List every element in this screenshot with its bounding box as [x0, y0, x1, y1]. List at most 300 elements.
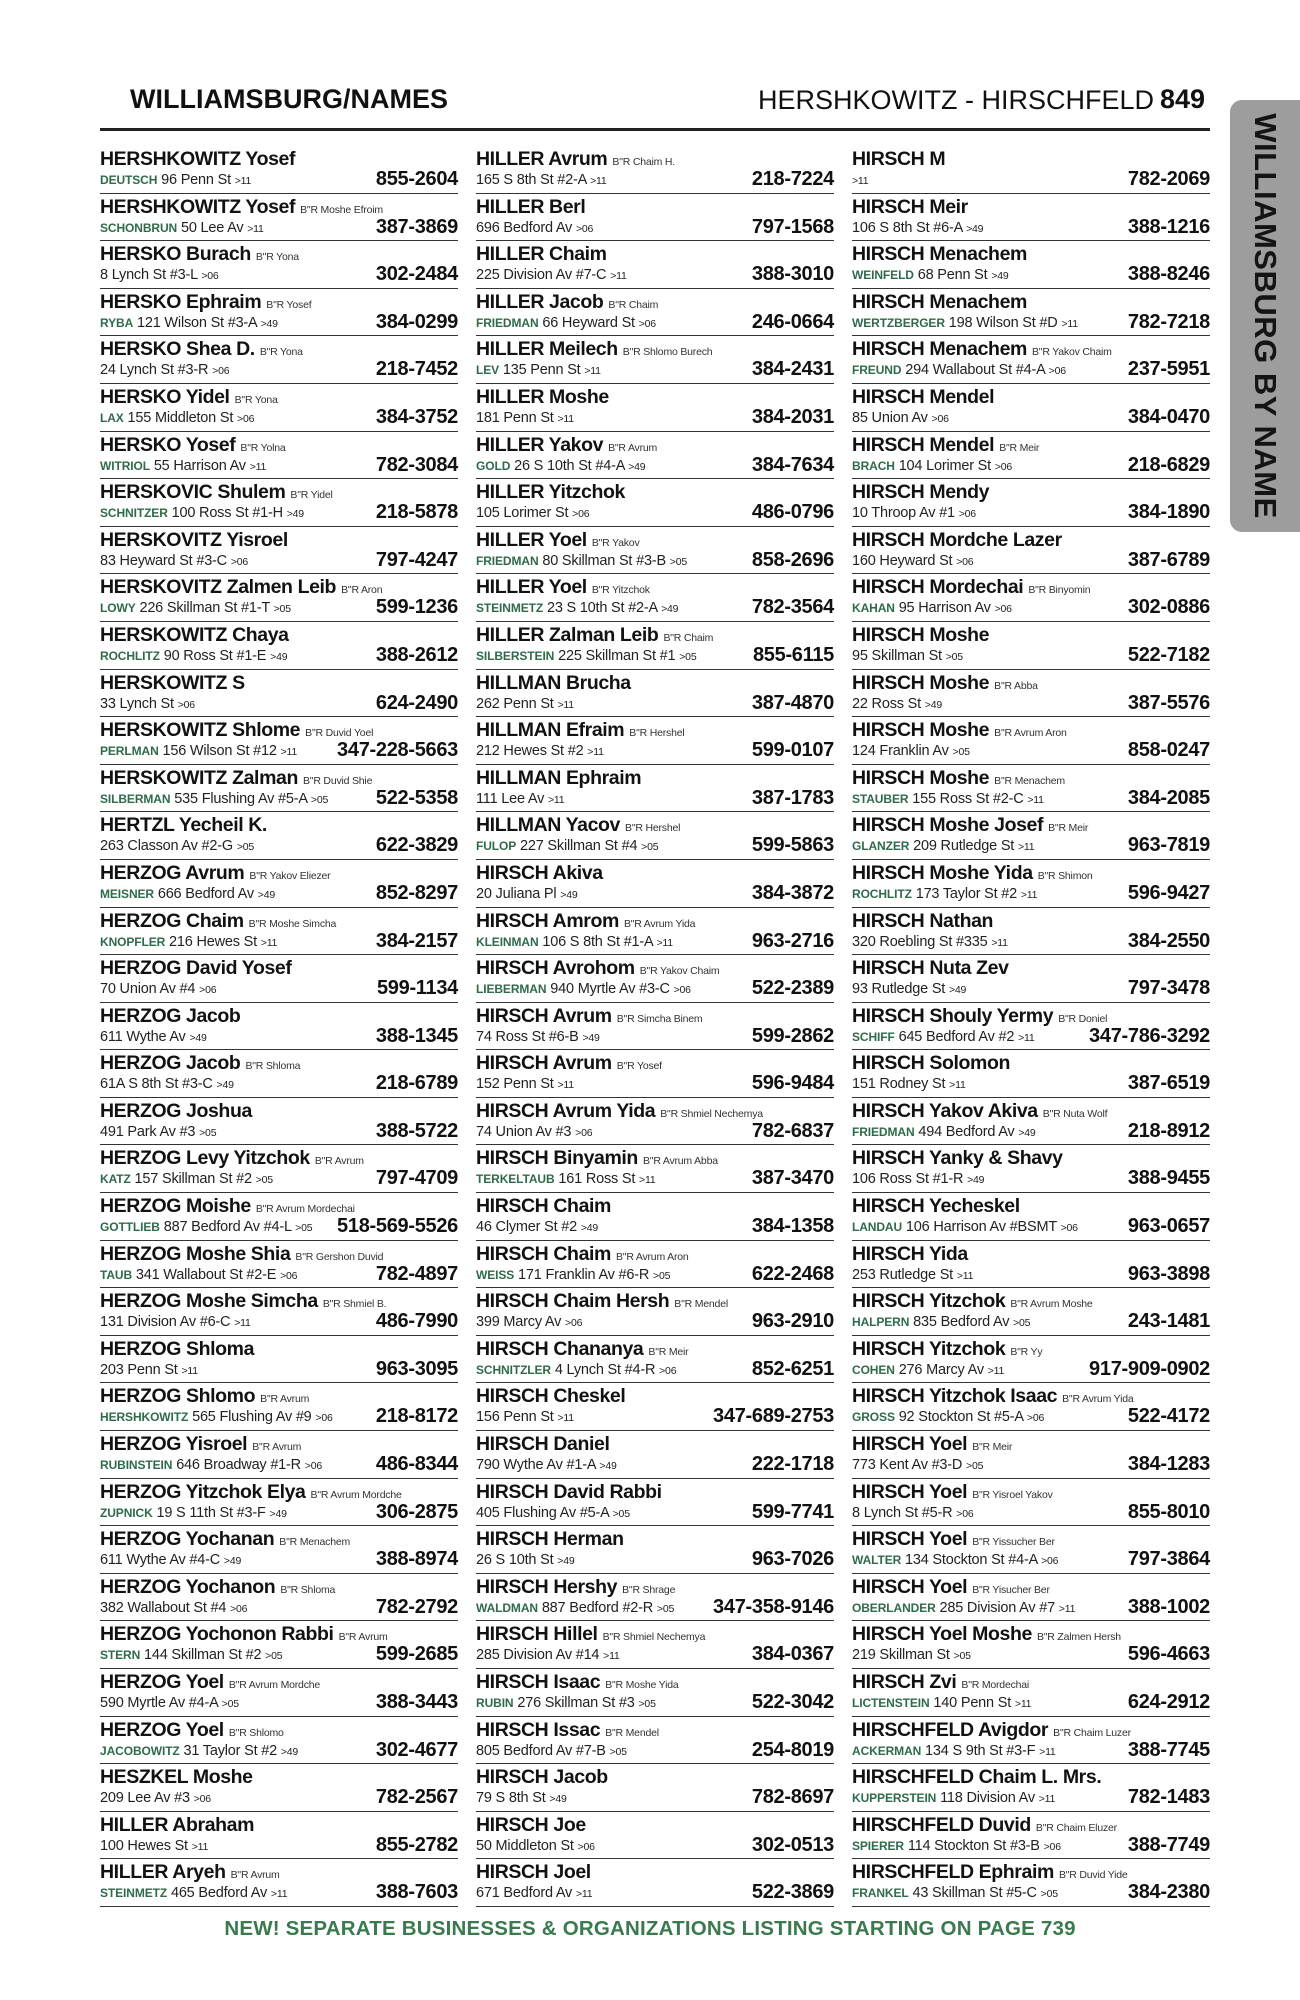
entry-family-name: SCHNITZLER [476, 1362, 551, 1377]
entry-phone[interactable]: 218-7452 [375, 358, 458, 381]
entry-phone[interactable]: 388-3010 [751, 263, 834, 286]
entry-street: 95 Skillman St [852, 647, 942, 664]
listing-entry [100, 1003, 458, 1051]
entry-patronymic: B"R Avrum Mordechai [255, 1203, 355, 1216]
entry-address [476, 1409, 574, 1425]
listing-entry [852, 384, 1210, 432]
entry-name [852, 1671, 1029, 1694]
entry-street: 66 Heyward St [542, 314, 635, 331]
entry-phone[interactable]: 596-9427 [1127, 881, 1210, 904]
entry-street: 106 Ross St #1-R [852, 1171, 964, 1188]
entry-phone[interactable]: 388-5722 [375, 1119, 458, 1142]
entry-address [852, 886, 1037, 902]
entry-address [852, 1219, 1078, 1235]
entry-name [100, 338, 303, 361]
entry-phone[interactable]: 486-0796 [751, 501, 834, 524]
entry-street: 198 Wilson St #D [948, 314, 1058, 331]
entry-phone[interactable]: 782-3084 [375, 453, 458, 476]
entry-phone[interactable]: 518-569-5526 [337, 1215, 458, 1238]
entry-name [476, 1100, 763, 1123]
entry-phone[interactable]: 782-1483 [1127, 1786, 1210, 1809]
entry-phone[interactable]: 624-2490 [375, 691, 458, 714]
entry-phone[interactable]: 388-7603 [375, 1881, 458, 1904]
entry-phone[interactable]: 387-4870 [751, 691, 834, 714]
listing-entry [852, 1479, 1210, 1527]
entry-phone[interactable]: 852-8297 [375, 881, 458, 904]
entry-zip-code: >11 [557, 412, 574, 425]
entry-name [852, 1290, 1093, 1313]
entry-name [852, 1576, 1050, 1599]
entry-phone[interactable]: 599-7741 [751, 1500, 834, 1523]
entry-family-name: PERLMAN [100, 744, 159, 759]
entry-street: 50 Lee Av [180, 219, 244, 236]
entry-name [852, 1528, 1055, 1551]
entry-name [476, 1338, 688, 1361]
entry-name [852, 767, 1065, 790]
listing-entry [476, 1717, 834, 1765]
entry-zip-code: >05 [265, 1650, 283, 1663]
entry-address [852, 1267, 973, 1283]
entry-phone[interactable]: 387-3869 [375, 215, 458, 238]
entry-zip-code: >11 [1027, 793, 1044, 806]
entry-zip-code: >11 [1014, 1698, 1032, 1710]
entry-zip-code: >11 [548, 793, 565, 806]
listing-entry [100, 860, 458, 908]
entry-name-text: HIRSCH Issac [476, 1718, 601, 1741]
entry-phone[interactable]: 963-2716 [751, 929, 834, 952]
entry-phone[interactable]: 486-7990 [375, 1310, 458, 1333]
entry-phone[interactable]: 522-3869 [751, 1881, 834, 1904]
entry-zip-code: >06 [199, 984, 217, 997]
entry-phone[interactable]: 782-2069 [1127, 168, 1210, 190]
entry-name-text: HIRSCH Jacob [476, 1766, 608, 1789]
entry-phone[interactable]: 624-2912 [1127, 1691, 1210, 1713]
entry-phone[interactable]: 384-2431 [751, 358, 834, 381]
entry-phone[interactable]: 254-8019 [751, 1738, 834, 1761]
entry-name [100, 767, 372, 790]
entry-family-name: WALTER [852, 1553, 902, 1568]
listing-entry [476, 289, 834, 337]
entry-zip-code: >06 [956, 1507, 974, 1520]
entry-name [100, 1147, 364, 1170]
entry-name [476, 672, 631, 695]
entry-name [852, 1147, 1063, 1170]
entry-phone[interactable]: 237-5951 [1127, 358, 1210, 381]
entry-name [100, 1385, 309, 1408]
entry-phone[interactable]: 218-6829 [1127, 453, 1210, 476]
entry-phone[interactable]: 347-358-9146 [713, 1595, 834, 1618]
entry-name [100, 814, 267, 837]
entry-name [100, 1671, 320, 1694]
entry-zip-code: >06 [177, 698, 195, 711]
entry-phone[interactable]: 522-7182 [1127, 643, 1210, 666]
listing-entry [100, 384, 458, 432]
entry-zip-code: >05 [612, 1507, 630, 1520]
entry-family-name: MEISNER [100, 886, 154, 901]
entry-phone[interactable]: 347-786-3292 [1089, 1024, 1210, 1047]
entry-phone[interactable]: 855-6115 [752, 643, 834, 666]
entry-street: 23 S 10th St #2-A [546, 600, 658, 617]
entry-address [100, 886, 275, 902]
entry-name [476, 814, 680, 837]
entry-phone[interactable]: 302-4677 [375, 1738, 458, 1761]
entry-phone[interactable]: 797-1568 [751, 215, 834, 238]
entry-phone[interactable]: 384-0299 [375, 310, 458, 333]
entry-phone[interactable]: 599-1236 [375, 596, 458, 619]
entry-name [852, 386, 994, 409]
entry-address [476, 315, 656, 331]
entry-phone[interactable]: 599-0107 [751, 739, 834, 762]
entry-phone[interactable]: 388-7749 [1127, 1833, 1210, 1856]
entry-zip-code: >05 [945, 650, 963, 663]
entry-phone[interactable]: 522-3042 [751, 1691, 834, 1713]
entry-phone[interactable]: 384-1890 [1127, 501, 1210, 524]
entry-patronymic: B"R Shmiel B. [322, 1298, 387, 1311]
entry-name [100, 862, 330, 885]
entry-street: 161 Ross St [558, 1171, 636, 1188]
entry-name-text: HIRSCH Herman [476, 1528, 624, 1551]
entry-name [100, 1814, 254, 1837]
listing-entry [476, 1574, 834, 1622]
entry-patronymic: B"R Shimon [1037, 869, 1093, 882]
entry-phone[interactable]: 384-2380 [1127, 1881, 1210, 1904]
listing-entry [852, 194, 1210, 242]
entry-address [476, 1219, 598, 1235]
entry-zip-code: >05 [638, 1698, 656, 1710]
entry-name [476, 576, 650, 599]
entry-zip-code: >11 [1038, 1793, 1056, 1806]
entry-phone[interactable]: 387-5576 [1127, 691, 1210, 714]
entry-address [852, 410, 949, 426]
entry-street: 276 Marcy Av [898, 1361, 984, 1378]
entry-zip-code: >05 [656, 1602, 675, 1615]
entry-phone[interactable]: 222-1718 [751, 1453, 834, 1476]
entry-phone[interactable]: 387-6519 [1127, 1072, 1210, 1095]
entry-phone[interactable]: 384-3872 [751, 881, 834, 904]
listing-entry [852, 765, 1210, 813]
entry-phone[interactable]: 302-2484 [375, 263, 458, 286]
entry-name [476, 1385, 625, 1408]
entry-phone[interactable]: 599-2862 [751, 1024, 834, 1047]
entry-phone[interactable]: 963-3095 [375, 1357, 458, 1380]
entry-patronymic: B"R Mendel [674, 1298, 728, 1311]
entry-zip-code: >49 [286, 508, 304, 521]
entry-address [852, 1171, 984, 1187]
entry-patronymic: B"R Shmiel Nechemya [660, 1107, 763, 1120]
entry-address [100, 1885, 287, 1901]
entry-phone[interactable]: 388-8974 [375, 1548, 458, 1571]
entry-phone[interactable]: 384-2085 [1127, 786, 1210, 809]
entry-phone[interactable]: 963-7819 [1127, 834, 1210, 857]
entry-name-text: HERSKO Yosef [100, 433, 236, 456]
entry-address [476, 1790, 567, 1806]
entry-phone[interactable]: 917-909-0902 [1089, 1357, 1210, 1380]
entry-phone[interactable]: 388-8246 [1127, 263, 1210, 286]
entry-name [852, 1195, 1020, 1218]
entry-phone[interactable]: 218-8172 [375, 1405, 458, 1428]
entry-phone[interactable]: 599-2685 [375, 1643, 458, 1666]
entry-street: 611 Wythe Av #4-C [100, 1552, 221, 1569]
entry-zip-code: >49 [661, 603, 679, 616]
entry-name [852, 957, 1009, 980]
section-title: WILLIAMSBURG/NAMES [130, 84, 448, 114]
entry-zip-code: >49 [549, 1793, 567, 1806]
entry-phone[interactable]: 797-4247 [375, 548, 458, 571]
entry-address [100, 362, 229, 378]
entry-phone[interactable]: 486-8344 [375, 1453, 458, 1476]
entry-family-name: KLEINMAN [476, 934, 539, 949]
entry-phone[interactable]: 782-6837 [751, 1119, 834, 1142]
entry-phone[interactable]: 218-8912 [1127, 1119, 1210, 1142]
listing-entry [476, 1764, 834, 1812]
entry-zip-code: >05 [199, 1126, 217, 1139]
listing-entry [476, 622, 834, 670]
entry-phone[interactable]: 302-0886 [1127, 596, 1210, 619]
entry-address [476, 1600, 674, 1616]
entry-address [100, 1743, 298, 1759]
listing-entry [100, 1717, 458, 1765]
entry-phone[interactable]: 782-4897 [375, 1262, 458, 1285]
entry-phone[interactable]: 963-2910 [751, 1310, 834, 1333]
entry-name [476, 1671, 679, 1694]
listing-entry [852, 1859, 1210, 1907]
entry-street: 262 Penn St [476, 695, 554, 712]
listing-entry [852, 1574, 1210, 1622]
entry-patronymic: B"R Yisucher Ber [972, 1583, 1050, 1596]
entry-phone[interactable]: 855-2604 [375, 168, 458, 190]
entry-name-text: HIRSCH Nathan [852, 909, 994, 932]
entry-phone[interactable]: 522-5358 [375, 786, 458, 809]
entry-phone[interactable]: 384-7634 [751, 453, 834, 476]
entry-phone[interactable]: 246-0664 [751, 310, 834, 333]
entry-name-text: HILLER Yitzchok [476, 481, 625, 504]
entry-phone[interactable]: 306-2875 [375, 1500, 458, 1523]
entry-phone[interactable]: 782-2792 [375, 1595, 458, 1618]
entry-zip-code: >11 [181, 1364, 198, 1377]
listing-entry [100, 1812, 458, 1860]
entry-name-text: HIRSCH Binyamin [476, 1147, 638, 1170]
listing-entry [100, 1288, 458, 1336]
entry-address [476, 1267, 670, 1283]
entry-street: 535 Flushing Av #5-A [174, 790, 308, 807]
entry-zip-code: >06 [1026, 1412, 1045, 1425]
entry-phone[interactable]: 797-3478 [1127, 977, 1210, 1000]
entry-phone[interactable]: 384-2157 [375, 929, 458, 952]
entry-name [852, 1385, 1133, 1408]
listing-column-2 [476, 146, 834, 1907]
entry-address [852, 505, 976, 521]
entry-address [852, 1409, 1044, 1425]
listing-entry [852, 908, 1210, 956]
entry-phone[interactable]: 963-7026 [751, 1548, 834, 1571]
entry-phone[interactable]: 596-9484 [751, 1072, 834, 1095]
entry-phone[interactable]: 388-2612 [375, 643, 458, 666]
entry-name-text: HIRSCH Chananya [476, 1337, 644, 1360]
entry-family-name: GROSS [852, 1410, 895, 1425]
listing-entry [476, 765, 834, 813]
entry-name-text: HERSKO Burach [100, 243, 251, 266]
entry-name-text: HERZOG Jacob [100, 1052, 241, 1075]
entry-phone[interactable]: 384-2550 [1127, 929, 1210, 952]
entry-patronymic: B"R Avrum Abba [642, 1155, 718, 1168]
entry-name [100, 196, 383, 219]
entry-zip-code: >49 [967, 1174, 985, 1187]
entry-address [100, 1552, 241, 1568]
entry-phone[interactable]: 384-3752 [375, 405, 458, 428]
entry-family-name: TAUB [100, 1267, 133, 1282]
entry-street: 24 Lynch St #3-R [100, 362, 209, 379]
entry-phone[interactable]: 797-4709 [375, 1167, 458, 1190]
entry-phone[interactable]: 522-2389 [751, 977, 834, 1000]
entry-street: 92 Stockton St #5-A [898, 1409, 1024, 1426]
entry-phone[interactable]: 782-2567 [375, 1786, 458, 1809]
entry-zip-code: >11 [991, 936, 1008, 949]
entry-phone[interactable]: 599-5863 [751, 834, 834, 857]
entry-zip-code: >05 [273, 603, 291, 616]
entry-address [476, 1457, 617, 1473]
entry-name [476, 243, 607, 266]
entry-patronymic: B"R Yona [234, 393, 278, 406]
entry-street: 773 Kent Av #3-D [852, 1457, 963, 1474]
entry-phone[interactable]: 388-1002 [1127, 1595, 1210, 1618]
entry-patronymic: B"R Avrum Mordche [310, 1488, 402, 1501]
entry-phone[interactable]: 852-6251 [751, 1357, 834, 1380]
listing-entry [852, 812, 1210, 860]
entry-phone[interactable]: 855-8010 [1127, 1500, 1210, 1523]
entry-name-text: HIRSCH Moshe [852, 719, 990, 742]
entry-name-text: HIRSCH Avrohom [476, 957, 635, 980]
listing-entry [852, 860, 1210, 908]
entry-address [476, 553, 687, 569]
entry-address [100, 1124, 216, 1140]
entry-zip-code: >06 [193, 1793, 211, 1806]
entry-patronymic: B"R Shlomo Burech [622, 346, 713, 359]
entry-name [100, 1052, 300, 1075]
entry-phone[interactable]: 522-4172 [1127, 1405, 1210, 1428]
entry-address [476, 1695, 656, 1711]
entry-patronymic: B"R Avrum Mordche [228, 1679, 321, 1691]
side-tab[interactable] [1230, 100, 1300, 532]
entry-family-name: WERTZBERGER [852, 315, 945, 330]
listing-entry [852, 1383, 1210, 1431]
entry-street: 105 Lorimer St [476, 505, 569, 522]
listing-entry [852, 1193, 1210, 1241]
entry-name [852, 1243, 968, 1266]
entry-name [100, 148, 295, 171]
entry-phone[interactable]: 388-1216 [1127, 215, 1210, 238]
entry-phone[interactable]: 243-1481 [1127, 1310, 1210, 1333]
entry-phone[interactable]: 218-7224 [751, 168, 834, 190]
entry-street: 219 Skillman St [852, 1647, 950, 1664]
entry-patronymic: B"R Chaim [663, 631, 714, 644]
entry-phone[interactable]: 387-6789 [1127, 548, 1210, 571]
entry-address [476, 600, 678, 616]
entry-address [852, 1505, 974, 1521]
entry-phone[interactable]: 797-3864 [1127, 1548, 1210, 1571]
entry-name [476, 719, 685, 742]
entry-phone[interactable]: 388-1345 [375, 1024, 458, 1047]
entry-street: 209 Lee Av #3 [100, 1790, 190, 1807]
entry-phone[interactable]: 858-2696 [751, 548, 834, 571]
entry-phone[interactable]: 596-4663 [1127, 1643, 1210, 1666]
entry-patronymic: B"R Yosef [266, 298, 312, 311]
entry-phone[interactable]: 218-6789 [375, 1072, 458, 1095]
entry-name [100, 1766, 253, 1789]
entry-phone[interactable]: 388-7745 [1127, 1738, 1210, 1761]
entry-patronymic: B"R Duvid Yoel [305, 727, 374, 740]
entry-phone[interactable]: 388-3443 [375, 1691, 458, 1713]
entry-name-text: HIRSCH Hershy [476, 1575, 618, 1598]
entry-name [100, 386, 278, 409]
entry-name-text: HIRSCH Avrum Yida [476, 1099, 656, 1122]
entry-phone[interactable]: 599-1134 [376, 977, 458, 1000]
entry-phone[interactable]: 218-5878 [375, 501, 458, 524]
entry-zip-code: >06 [659, 1364, 677, 1377]
entry-name [476, 1290, 728, 1313]
entry-name [476, 862, 603, 885]
listing-entry [852, 146, 1210, 194]
entry-phone[interactable]: 384-2031 [751, 405, 834, 428]
entry-patronymic: B"R Moshe Efroim [300, 203, 383, 216]
entry-name [852, 862, 1093, 885]
entry-street: 285 Division Av #7 [939, 1599, 1055, 1616]
entry-phone[interactable]: 387-3470 [751, 1167, 834, 1190]
entry-street: 887 Bedford Av #4-L [163, 1219, 292, 1236]
entry-name [100, 1005, 240, 1028]
entry-phone[interactable]: 384-0470 [1127, 405, 1210, 428]
entry-phone[interactable]: 963-0657 [1127, 1215, 1210, 1238]
listing-entry [100, 1336, 458, 1384]
entry-name-text: HIRSCH Chaim [476, 1195, 611, 1218]
entry-phone[interactable]: 384-0367 [751, 1643, 834, 1666]
entry-phone[interactable]: 622-3829 [375, 834, 458, 857]
entry-phone[interactable]: 855-2782 [375, 1833, 458, 1856]
entry-name-text: HIRSCH Akiva [476, 861, 603, 884]
entry-phone[interactable]: 782-3564 [751, 596, 834, 619]
entry-phone[interactable]: 384-1358 [751, 1215, 834, 1238]
entry-patronymic: B"R Avrum [314, 1155, 364, 1168]
entry-patronymic: B"R Simcha Binem [616, 1012, 703, 1025]
entry-phone[interactable]: 388-9455 [1127, 1167, 1210, 1190]
entry-zip-code: >05 [310, 793, 329, 806]
entry-phone[interactable]: 347-228-5663 [337, 739, 458, 762]
entry-name-text: HIRSCH Joe [476, 1813, 586, 1836]
entry-phone[interactable]: 384-1283 [1127, 1453, 1210, 1476]
entry-street: 68 Penn St [917, 267, 988, 284]
entry-patronymic: B"R Yakov Chaim [1032, 346, 1112, 359]
entry-name-text: HERZOG Avrum [100, 861, 245, 884]
entry-street: 61A S 8th St #3-C [100, 1076, 213, 1093]
entry-phone[interactable]: 387-1783 [751, 786, 834, 809]
entry-street: 31 Taylor St #2 [183, 1742, 277, 1759]
entry-phone[interactable]: 302-0513 [751, 1833, 834, 1856]
entry-zip-code: >49 [216, 1079, 234, 1092]
entry-address [476, 267, 627, 283]
entry-phone[interactable]: 622-2468 [751, 1262, 834, 1285]
entry-patronymic: B"R Duvid Yide [1058, 1869, 1128, 1882]
entry-street: 494 Bedford Av [918, 1123, 1015, 1140]
entry-phone[interactable]: 347-689-2753 [713, 1405, 834, 1428]
entry-street: 26 S 10th St [476, 1552, 554, 1569]
entry-phone[interactable]: 782-8697 [751, 1786, 834, 1809]
entry-address [476, 220, 593, 236]
entry-phone[interactable]: 858-0247 [1127, 739, 1210, 762]
entry-phone[interactable]: 782-7218 [1127, 310, 1210, 333]
entry-address [852, 458, 1012, 474]
entry-street: 152 Penn St [476, 1076, 554, 1093]
entry-phone[interactable]: 963-3898 [1127, 1262, 1210, 1285]
entry-zip-code: >06 [565, 1317, 583, 1330]
